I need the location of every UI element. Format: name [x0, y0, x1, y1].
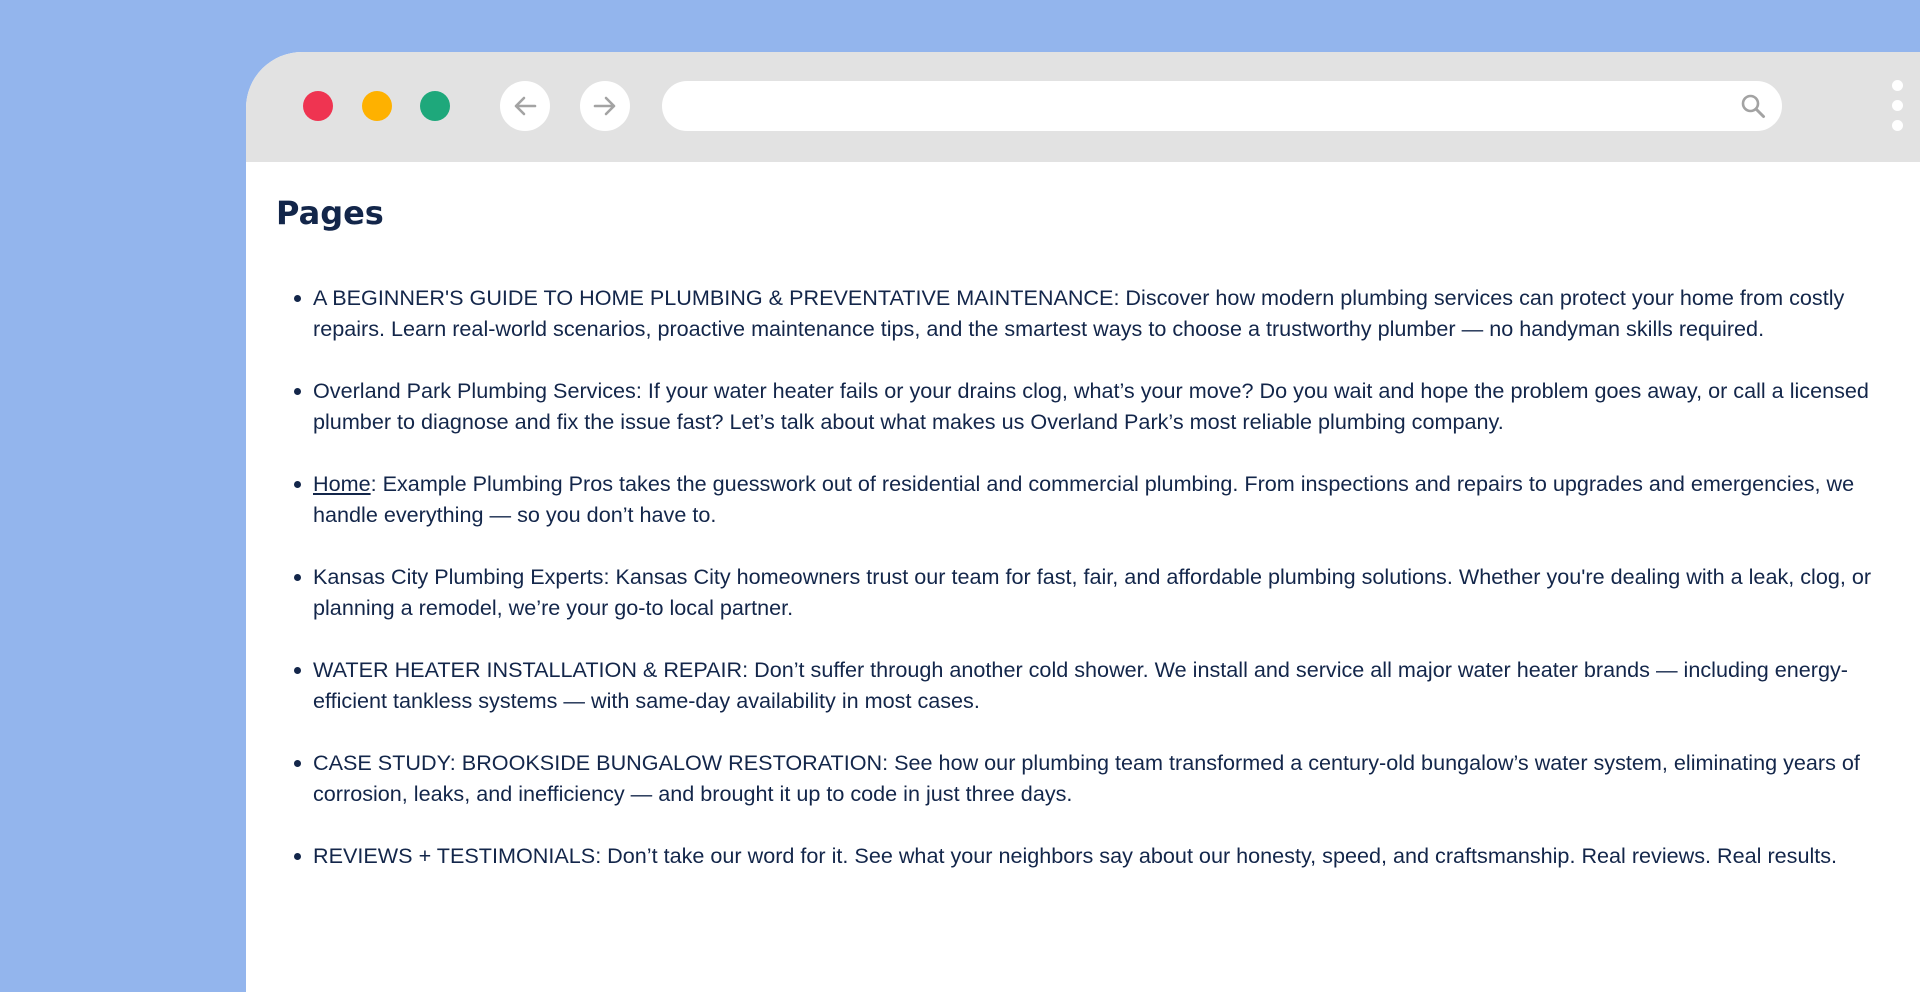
item-label: REVIEWS + TESTIMONIALS: [313, 843, 596, 868]
list-item: [276, 747, 1916, 809]
item-label: WATER HEATER INSTALLATION & REPAIR: [313, 657, 743, 682]
arrow-right-icon: [592, 93, 618, 119]
item-description: : See how our plumbing team transformed a century-old bungalow’s water system, eliminating years of corrosion, leaks, and inefficiency — and brought it up to code in just three days.: [313, 750, 1860, 806]
item-description: : If your water heater fails or your drains clog, what’s your move? Do you wait and hope the problem goes away, or call a licensed plumber to diagnose and fix the issue fast? Let’s talk about what makes us Overland Park’s most reliable plumbing company.: [313, 378, 1869, 434]
url-input[interactable]: [686, 81, 1710, 133]
list-item: [276, 375, 1916, 437]
item-label: Overland Park Plumbing Services: [313, 378, 636, 403]
list-item: [276, 840, 1916, 871]
browser-toolbar: [246, 52, 1920, 162]
item-description: : Example Plumbing Pros takes the guesswork out of residential and commercial plumbing. From inspections and repairs to upgrades and emergencies, we handle everything — so you don’t have to.: [313, 471, 1855, 527]
menu-dot: [1892, 80, 1903, 91]
arrow-left-icon: [512, 93, 538, 119]
item-description: : Don’t take our word for it. See what your neighbors say about our honesty, speed, and craftsmanship. Real reviews. Real results.: [595, 843, 1838, 868]
item-label: A BEGINNER'S GUIDE TO HOME PLUMBING & PREVENTATIVE MAINTENANCE: [313, 285, 1114, 310]
item-description: : Don’t suffer through another cold shower. We install and service all major water heater brands — including energy-efficient tankless systems — with same-day availability in most cases.: [313, 657, 1848, 713]
home-link[interactable]: Home: [313, 471, 371, 496]
back-button[interactable]: [500, 81, 550, 131]
pages-list: [276, 282, 1916, 902]
list-item: [276, 654, 1916, 716]
kebab-menu-icon[interactable]: [1892, 80, 1906, 136]
item-description: : Kansas City homeowners trust our team for fast, fair, and affordable plumbing solutions. Whether you're dealing with a leak, clog, or planning a remodel, we’re your go-to local partner.: [313, 564, 1872, 620]
page-content: [276, 190, 1916, 868]
search-icon[interactable]: [1740, 93, 1766, 119]
menu-dot: [1892, 120, 1903, 131]
minimize-window-button[interactable]: [362, 91, 392, 121]
maximize-window-button[interactable]: [420, 91, 450, 121]
item-description: : Discover how modern plumbing services can protect your home from costly repairs. Learn real-world scenarios, proactive maintenance tips, and the smartest ways to choose a trustworthy plumber — no handyman skills required.: [313, 285, 1845, 341]
menu-dot: [1892, 100, 1903, 111]
list-item: [276, 561, 1916, 623]
item-label: Kansas City Plumbing Experts: [313, 564, 604, 589]
close-window-button[interactable]: [303, 91, 333, 121]
page-title: Pages: [276, 194, 384, 232]
list-item: [276, 282, 1916, 344]
item-label: CASE STUDY: BROOKSIDE BUNGALOW RESTORATION: [313, 750, 883, 775]
address-bar[interactable]: [662, 81, 1782, 131]
browser-window: [246, 52, 1920, 992]
list-item: [276, 468, 1916, 530]
forward-button[interactable]: [580, 81, 630, 131]
